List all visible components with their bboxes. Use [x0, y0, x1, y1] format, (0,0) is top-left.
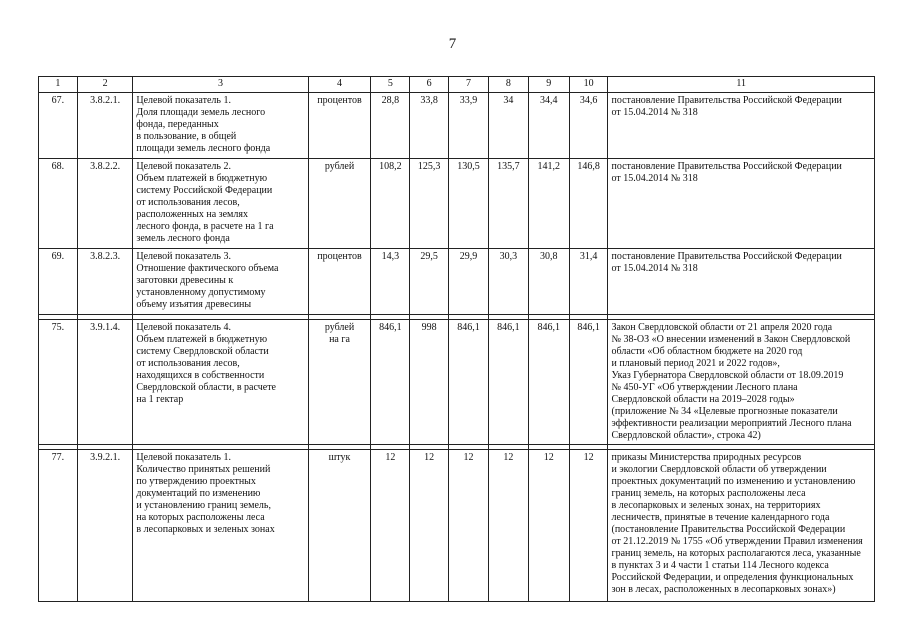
- value-cell: 846,1: [569, 320, 608, 445]
- row-code: 3.9.1.4.: [77, 320, 133, 445]
- row-code: 3.8.2.1.: [77, 93, 133, 159]
- source-document: постановление Правительства Российской Федерации от 15.04.2014 № 318: [608, 159, 875, 249]
- value-cell: 846,1: [371, 320, 410, 445]
- unit: процентов: [308, 93, 371, 159]
- indicator-name: Целевой показатель 3. Отношение фактического объема заготовки древесины к установленному допустимому объему изъятия древесины: [133, 249, 308, 315]
- value-cell: 998: [410, 320, 449, 445]
- value-cell: 108,2: [371, 159, 410, 249]
- value-cell: 33,8: [410, 93, 449, 159]
- value-cell: 12: [528, 450, 569, 602]
- value-cell: 130,5: [449, 159, 489, 249]
- unit: рублей: [308, 159, 371, 249]
- column-header: 3: [133, 77, 308, 93]
- value-cell: 29,5: [410, 249, 449, 315]
- table-row: [39, 450, 875, 602]
- column-header: 11: [608, 77, 875, 93]
- column-header: 5: [371, 77, 410, 93]
- indicator-name: Целевой показатель 2. Объем платежей в бюджетную систему Российской Федерации от использования лесов, расположенных на землях лесного фонда, в расчете на 1 га земель лесного фонда: [133, 159, 308, 249]
- value-cell: 34,6: [569, 93, 608, 159]
- row-number: 68.: [39, 159, 78, 249]
- value-cell: 141,2: [528, 159, 569, 249]
- value-cell: 12: [371, 450, 410, 602]
- indicator-name: Целевой показатель 1. Количество принятых решений по утверждению проектных документаций по изменению и установлению границ земель, на которых расположены леса в лесопарковых и зеленых зонах: [133, 450, 308, 602]
- value-cell: 34,4: [528, 93, 569, 159]
- value-cell: 14,3: [371, 249, 410, 315]
- column-header: 9: [528, 77, 569, 93]
- table-row: [39, 93, 875, 159]
- column-header: 4: [308, 77, 371, 93]
- value-cell: 135,7: [488, 159, 528, 249]
- table-row: [39, 249, 875, 315]
- unit: процентов: [308, 249, 371, 315]
- value-cell: 12: [488, 450, 528, 602]
- row-number: 67.: [39, 93, 78, 159]
- value-cell: 846,1: [449, 320, 489, 445]
- row-code: 3.8.2.2.: [77, 159, 133, 249]
- value-cell: 12: [410, 450, 449, 602]
- table-row: [39, 320, 875, 445]
- source-document: постановление Правительства Российской Федерации от 15.04.2014 № 318: [608, 249, 875, 315]
- source-document: Закон Свердловской области от 21 апреля 2020 года № 38-ОЗ «О внесении изменений в Закон Свердловской области «Об областном бюджете на 2020 год и плановый период 2021 и 2022 годов», Указ Губернатора Свердловской области от 18.09.2019 № 450-УГ «Об утверждении Лесного плана Свердловской области на 2019–2028 годы» (приложение № 34 «Целевые прогнозные показатели эффективности реализации мероприятий Лесного плана Свердловской области», строка 42): [608, 320, 875, 445]
- row-code: 3.9.2.1.: [77, 450, 133, 602]
- column-header: 1: [39, 77, 78, 93]
- indicator-name: Целевой показатель 1. Доля площади земель лесного фонда, переданных в пользование, в общей площади земель лесного фонда: [133, 93, 308, 159]
- row-number: 69.: [39, 249, 78, 315]
- unit: штук: [308, 450, 371, 602]
- indicator-name: Целевой показатель 4. Объем платежей в бюджетную систему Свердловской области от использования лесов, находящихся в собственности Свердловской области, в расчете на 1 гектар: [133, 320, 308, 445]
- value-cell: 12: [449, 450, 489, 602]
- column-header: 2: [77, 77, 133, 93]
- value-cell: 30,8: [528, 249, 569, 315]
- row-number: 77.: [39, 450, 78, 602]
- indicators-table: [38, 76, 875, 602]
- value-cell: 846,1: [488, 320, 528, 445]
- source-document: приказы Министерства природных ресурсов и экологии Свердловской области об утверждении проектных документаций по изменению и установлению границ земель, на которых расположены леса в лесопарковых и зеленых зонах, на территориях лесничеств, принятые в течение календарного года (постановление Правительства Российской Федерации от 21.12.2019 № 1755 «Об утверждении Правил изменения границ земель, на которых располагаются леса, указанные в пунктах 3 и 4 части 1 статьи 114 Лесного кодекса Российской Федерации, и определения функциональных зон в лесах, расположенных в лесопарковых зонах»): [608, 450, 875, 602]
- value-cell: 34: [488, 93, 528, 159]
- value-cell: 125,3: [410, 159, 449, 249]
- row-number: 75.: [39, 320, 78, 445]
- value-cell: 28,8: [371, 93, 410, 159]
- value-cell: 12: [569, 450, 608, 602]
- value-cell: 30,3: [488, 249, 528, 315]
- value-cell: 31,4: [569, 249, 608, 315]
- column-header: 7: [449, 77, 489, 93]
- value-cell: 146,8: [569, 159, 608, 249]
- value-cell: 846,1: [528, 320, 569, 445]
- source-document: постановление Правительства Российской Федерации от 15.04.2014 № 318: [608, 93, 875, 159]
- row-code: 3.8.2.3.: [77, 249, 133, 315]
- unit: рублей на га: [308, 320, 371, 445]
- column-header: 6: [410, 77, 449, 93]
- table-row: [39, 159, 875, 249]
- value-cell: 29,9: [449, 249, 489, 315]
- column-header: 8: [488, 77, 528, 93]
- column-header: 10: [569, 77, 608, 93]
- header-row: [39, 77, 875, 93]
- value-cell: 33,9: [449, 93, 489, 159]
- page-number: 7: [448, 36, 457, 52]
